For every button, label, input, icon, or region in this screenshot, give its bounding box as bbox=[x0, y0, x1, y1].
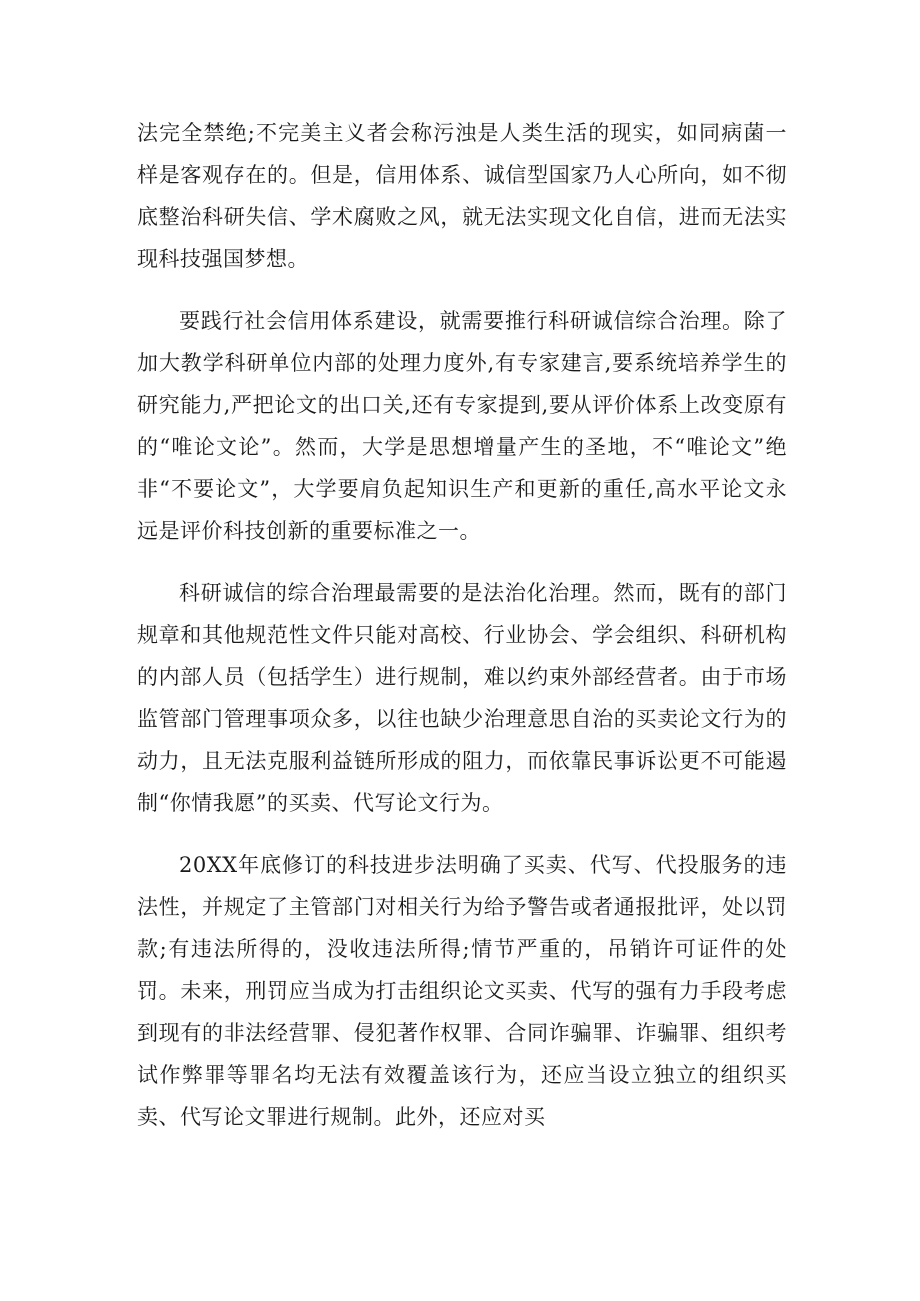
paragraph-4: 20XX年底修订的科技进步法明确了买卖、代写、代投服务的违法性，并规定了主管部门对相关行为给予警告或者通报批评，处以罚款;有违法所得的，没收违法所得;情节严重的，吊销许可证件的处罚。未来，刑罚应当成为打击组织论文买卖、代写的强有力手段考虑到现有的非法经营罪、侵犯著作权罪、合同诈骗罪、诈骗罪、组织考试作弊罪等罪名均无法有效覆盖该行为，还应当设立独立的组织买卖、代写论文罪进行规制。此外，还应对买 bbox=[137, 853, 787, 1129]
paragraph-1: 法完全禁绝;不完美主义者会称污浊是人类生活的现实，如同病菌一样是客观存在的。但是，信用体系、诚信型国家乃人心所向，如不彻底整治科研失信、学术腐败之风，就无法实现文化自信，进而无法实现科技强国梦想。 bbox=[137, 121, 787, 271]
document-body bbox=[137, 112, 787, 1138]
paragraph-3: 科研诚信的综合治理最需要的是法治化治理。然而，既有的部门规章和其他规范性文件只能对高校、行业协会、学会组织、科研机构的内部人员（包括学生）进行规制，难以约束外部经营者。由于市场监管部门管理事项众多，以往也缺少治理意思自治的买卖论文行为的动力，且无法克服利益链所形成的阻力，而依靠民事诉讼更不可能遏制“你情我愿”的买卖、代写论文行为。 bbox=[137, 581, 787, 815]
paragraph-2: 要践行社会信用体系建设，就需要推行科研诚信综合治理。除了加大教学科研单位内部的处理力度外,有专家建言,要系统培养学生的研究能力,严把论文的出口关,还有专家提到,要从评价体系上改变原有的“唯论文论”。然而，大学是思想增量产生的圣地，不“唯论文”绝非“不要论文”，大学要肩负起知识生产和更新的重任,高水平论文永远是评价科技创新的重要标准之一。 bbox=[137, 309, 787, 543]
